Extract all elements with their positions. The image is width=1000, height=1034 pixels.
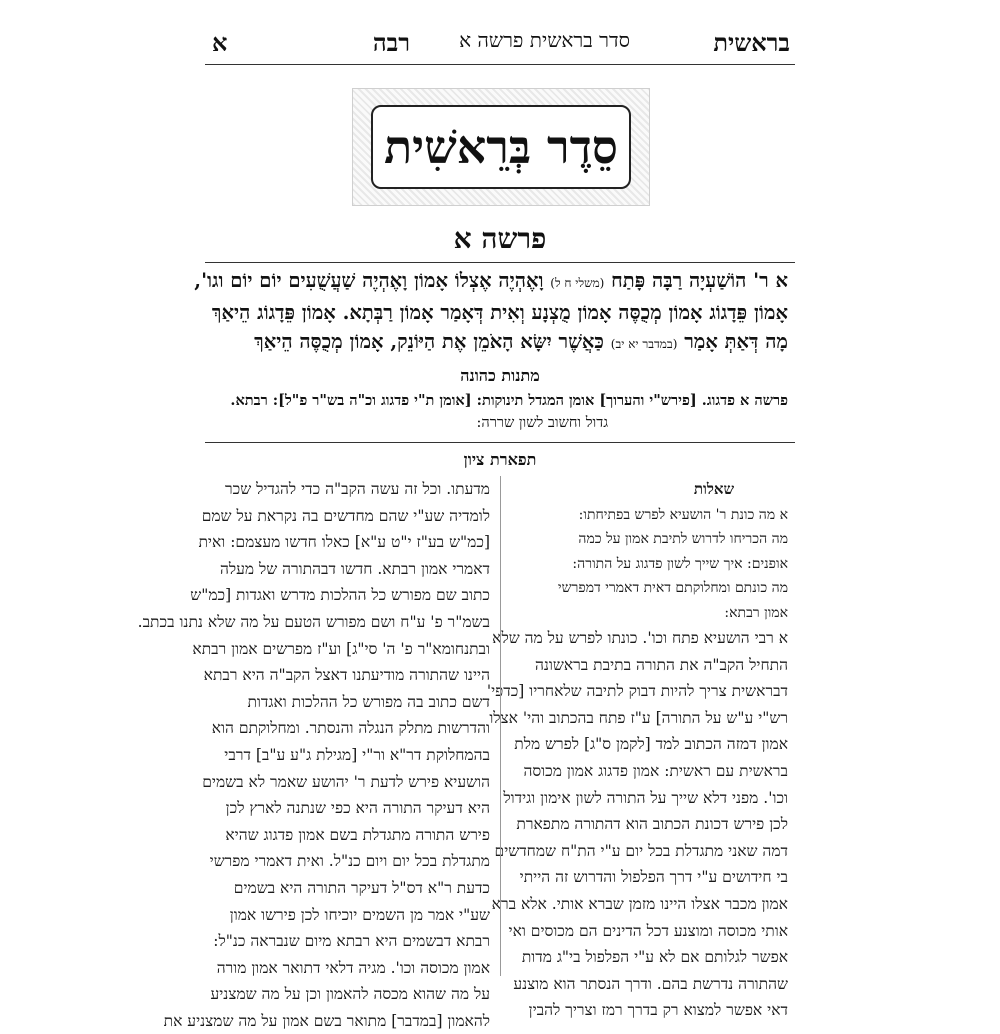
commentary-line: א רבי הושעיא פתח וכו'. כונתו לפרש על מה שלא <box>492 629 788 648</box>
commentary-line: דמה שאני מתגדלת בכל יום ע"י הת"ח שמחדשים <box>494 841 788 860</box>
commentary-line: מדעתו. וכל זה עשה הקב"ה כדי להגדיל שכר <box>225 480 490 498</box>
midrash-segment: כַּאֲשֶׁר יִשָּׂא הָאֹמֵן אֶת הַיּוֹנֵק, אָמוֹן מְכֻסֶּה הֵיאַךְ <box>254 330 604 353</box>
commentary-line: והדרשות מתלק הנגלה והנסתר. ומחלוקתם הוא <box>211 719 490 738</box>
midrash-text <box>194 266 788 359</box>
commentary-line: בשמ"ר פ' ע"ח ושם מפורש הטעם על מה שלא נתנו בכתב. <box>137 612 490 631</box>
commentary-line: בי חידושים ע"י דרך הפלפול והדרוש זה הייתי <box>519 868 788 887</box>
header-section: סדר בראשית פרשה א <box>459 28 630 52</box>
commentary-line: אמון מכבר אצלו היינו מזמן שברא אותי. אלא ברא <box>491 895 788 914</box>
tiferet-tzion-title: תפארת ציון <box>463 450 537 469</box>
commentary-line: ובתנחומא"ר פ' ה' סי"ג] וע"ז מפרשים אמון רבתא <box>192 639 490 658</box>
commentary-line: שהתורה נדרשת בהם. ודרך הנסתר הוא מוצנע <box>513 974 788 993</box>
parsha-divider <box>205 262 795 263</box>
commentary-line: דאי אפשר למצוא רק בדרך רמז וצריך להבין <box>528 1001 788 1020</box>
matnot-kehuna-text <box>210 390 788 434</box>
commentary-line: היא דעיקר התורה היא כפי שנתנה לארץ לכן <box>225 799 490 818</box>
commentary-line: אותי מכוסה ומוצנע דכל הדינים הם מכוסים ואי <box>508 921 788 940</box>
commentary-line: כתוב שם מפורש כל ההלכות מדרש ואגדות [כמ"ש <box>190 586 490 605</box>
commentary-line: לומדיה שע"י שהם מחדשים בה נקראת על שמם <box>201 506 490 525</box>
midrash-line: אָמוֹן פֵּדָגוֹג אָמוֹן מְכֻסֶּה אָמוֹן מֻצְנָע וְאִית דְּאָמַר אָמוֹן רַבְּתָא. אָמוֹן פֵּדָגוֹג הֵיאַךְ <box>211 301 788 324</box>
right-column-text <box>486 625 788 1024</box>
commentary-line: התחיל הקב"ה את התורה בתיבת בראשונה <box>534 655 788 674</box>
ornamental-title-frame <box>352 88 650 206</box>
midrash-line <box>194 266 788 298</box>
tiferet-tzion-right-column <box>486 476 788 1024</box>
commentary-line: דאמרי אמון רבתא. חדשו דבהתורה של מעלה <box>219 559 490 578</box>
column-divider <box>500 476 501 976</box>
header-divider <box>205 64 795 65</box>
question-line: אמון רבתא: <box>724 604 788 621</box>
commentary-line: גדול וחשוב לשון שררה: <box>476 415 608 431</box>
parsha-title: פרשה א <box>453 222 547 255</box>
question-line: מה הכריחו לדרוש לתיבת אמון על כמה <box>578 531 788 548</box>
question-line: א מה כונת ר' הושעיא לפרש בפתיחתו: <box>578 506 788 523</box>
commentary-line: להאמון [במדבר] מתואר בשם אמון על מה שמצניע את <box>163 1011 490 1030</box>
commentary-line: אפשר לגלותם אם לא ע"י הפלפול בי"ג מדות <box>521 948 788 967</box>
question-line: אופנים: איך שייך לשון פדגוג על התורה: <box>572 555 788 572</box>
commentary-line: [כמ"ש בע"ז י"ט ע"א] כאלו חדשו מעצמם: ואית <box>198 533 490 552</box>
commentary-line: שע"י אמר מן השמים יוכיחו לכן פירשו אמון <box>229 905 490 924</box>
commentary-line: דשם כתוב בה מפורש כל ההלכות ואגדות <box>247 692 490 711</box>
midrash-segment: מָה דְּאַתְּ אָמַר <box>684 330 788 353</box>
matnot-kehuna-title: מתנות כהונה <box>460 366 540 385</box>
commentary-line: אמון דמזה הכתוב למד [לקמן ס"ג] לפרש מלת <box>514 735 788 754</box>
verse-reference: (במדבר יא יב) <box>610 337 678 351</box>
commentary-line: היינו שהתורה מודיעתנו דאצל הקב"ה היא רבתא <box>203 666 490 685</box>
commentary-line: פירש התורה מתגדלת בשם אמון פדגוג שהיא <box>225 825 490 844</box>
commentary-line: רבתא דבשמים היא רבתא מיום שנבראה כנ"ל: <box>213 932 490 951</box>
commentary-line: בהמחלוקת דר"א ור"י [מגילת ג"ע ע"ב] דרבי <box>224 745 490 764</box>
commentary-line: הושעיא פירש לדעת ר' יהושע שאמר לא בשמים <box>202 772 490 791</box>
commentary-line: אמון מכוסה וכו'. מגיה דלאי דתואר אמון מורה <box>216 958 490 977</box>
commentary-line: לכן פירש דכונת הכתוב הוא דהתורה מתפארת <box>516 815 788 834</box>
commentary-line: וכו'. מפני דלא שייך על התורה לשון אימון וגידול <box>503 788 788 807</box>
question-line: מה כונתם ומחלוקתם דאית דאמרי דמפרשי <box>557 580 788 597</box>
questions-title: שאלות <box>693 480 735 498</box>
header-page-letter: א <box>212 28 228 57</box>
commentary-line: מתגדלת בכל יום ויום כנ"ל. ואית דאמרי מפרשי <box>209 852 490 871</box>
commentary-line: כדעת ר"א דס"ל דעיקר התורה היא בשמים <box>233 878 490 897</box>
commentary-line: פרשה א פדגוג. [פירש"י והערוך] אומן המגדל תינוקות: [אומן ת"י פדגוג וכ"ה בש"ר פ"ל]: רבתא. <box>230 392 788 409</box>
questions-list <box>520 503 788 626</box>
commentary-line: רש"י ע"ש על התורה] ע"ז פתח בהכתוב והי' אצלו <box>489 708 788 727</box>
header-book-name: בראשית <box>713 28 790 57</box>
commentary-line: בראשית עם ראשית: אמון פדגוג אמון מכוסה <box>523 762 788 781</box>
verse-reference: (משלי ח ל) <box>550 276 605 290</box>
commentary-line: על מה שהוא מכסה להאמון וכן על מה שמצניע <box>210 985 490 1004</box>
seder-title: סֵדֶר בְּרֵאשִׁית <box>371 105 631 189</box>
midrash-segment: וָאֶהְיֶה אֶצְלוֹ אָמוֹן וָאֶהְיֶה שַׁעֲשֻׁעִים יוֹם יוֹם וגו', <box>194 269 544 292</box>
section-divider <box>205 442 795 443</box>
commentary-line: דבראשית צריך להיות דבוק לתיבה שלאחריו [כדפי' <box>486 682 788 701</box>
midrash-segment: א ר' הוֹשַׁעְיָה רַבָּה פָּתַח <box>611 269 788 292</box>
tiferet-tzion-left-column <box>137 476 490 1034</box>
header-rabba: רבה <box>372 28 410 57</box>
midrash-line <box>210 327 788 359</box>
